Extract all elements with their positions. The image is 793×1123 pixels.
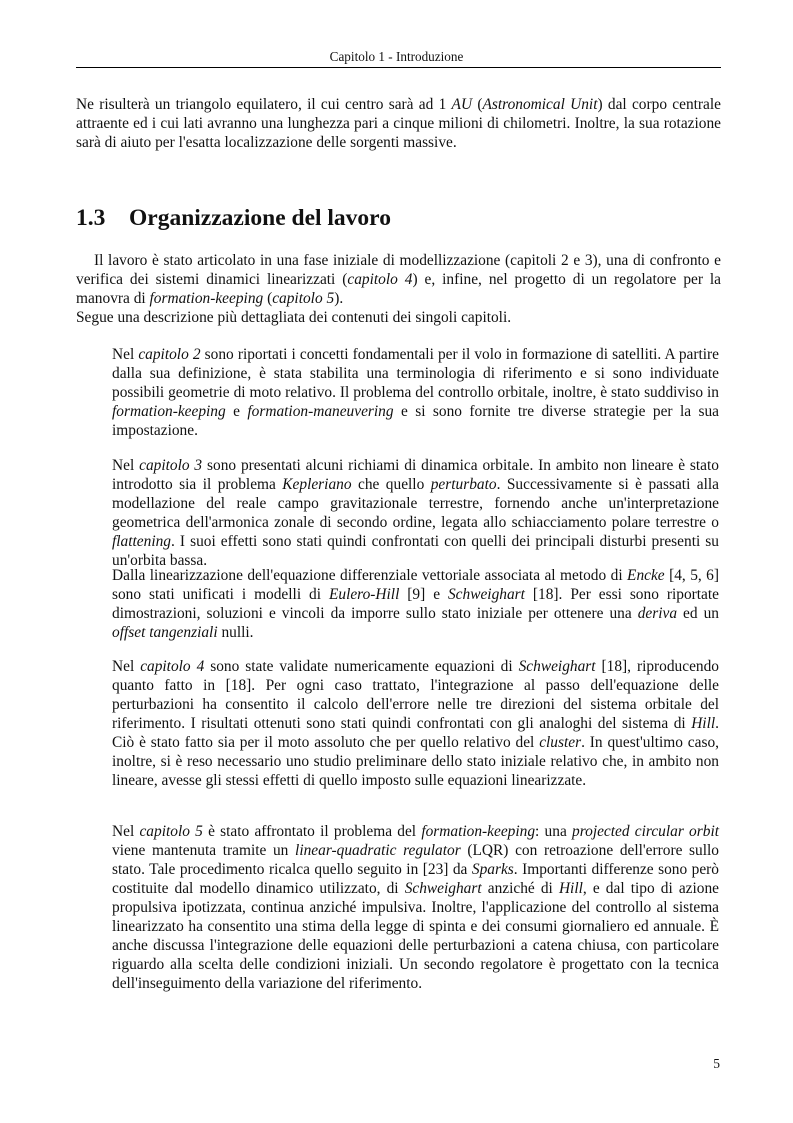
section-number: 1.3 — [76, 205, 106, 231]
intro-paragraph: Ne risulterà un triangolo equilatero, il cui centro sarà ad 1 AU (Astronomical Unit) dal corpo centrale attraente ed i cui lati avranno una lunghezza pari a cinque milioni di chilometri. Inoltre, la sua rotazione sarà di aiuto per l'esatta localizzazione delle sorgenti massive. — [76, 96, 721, 151]
chapter-3-paragraph-2: Dalla linearizzazione dell'equazione differenziale vettoriale associata al metodo di Encke [4, 5, 6] sono stati unificati i modelli di Eulero-Hill [9] e Schweighart [18]. Per essi sono riportate dimostrazioni, soluzioni e vincoli da imporre sullo stato iniziale per ottenere una deriva ed un offset tangenziali nulli. — [112, 567, 719, 641]
section-heading — [76, 204, 391, 232]
chapter-4-paragraph: Nel capitolo 4 sono state validate numericamente equazioni di Schweighart [18], riproducendo quanto fatto in [18]. Per ogni caso trattato, l'integrazione al passo dell'equazione delle perturbazioni ha consentito il calcolo dell'errore nelle tre direzioni del sistema orbitale del riferimento. I risultati ottenuti sono stati quindi confrontati con gli analoghi del sistema di Hill. Ciò è stato fatto sia per il moto assoluto che per quello relativo del cluster. In quest'ultimo caso, inoltre, si è reso necessario uno studio preliminare dello stato iniziale relativo che, in ambito non lineare, avesse gli stessi effetti di quello imposto sulle equazioni linearizzate. — [112, 658, 719, 789]
chapter-5-paragraph: Nel capitolo 5 è stato affrontato il problema del formation-keeping: una projected circular orbit viene mantenuta tramite un linear-quadratic regulator (LQR) con retroazione dell'errore sullo stato. Tale procedimento ricalca quello seguito in [23] da Sparks. Importanti differenze sono però costituite dal modello dinamico utilizzato, di Schweighart anziché di Hill, e dal tipo di azione propulsiva ipotizzata, continua anziché impulsiva. Inoltre, l'applicazione del controllo al sistema linearizzato ha consentito una stima della legge di spinta e dei consumi giornaliero ed annuale. È anche discussa l'integrazione delle equazioni delle perturbazioni a catena chiusa, con particolare riguardo alla scelta delle condizioni iniziali. Un secondo regolatore è progettato con la tecnica dell'inseguimento della variazione del riferimento. — [112, 823, 720, 992]
header-rule — [76, 67, 721, 68]
page-number: 5 — [713, 1056, 720, 1071]
section-title: Organizzazione del lavoro — [129, 205, 391, 231]
section-paragraph-2: Segue una descrizione più dettagliata dei contenuti dei singoli capitoli. — [76, 309, 512, 326]
chapter-3-paragraph-1: Nel capitolo 3 sono presentati alcuni richiami di dinamica orbitale. In ambito non lineare è stato introdotto sia il problema Kepleriano che quello perturbato. Successivamente si è passati alla modellazione del reale campo gravitazionale terrestre, fornendo anche un'interpretazione geometrica dell'armonica zonale di secondo ordine, legata allo schiacciamento polare terrestre o flattening. I suoi effetti sono stati quindi confrontati con quelli dei principali disturbi presenti su un'orbita bassa. — [112, 457, 720, 569]
running-header: Capitolo 1 - Introduzione — [329, 49, 464, 64]
chapter-2-paragraph: Nel capitolo 2 sono riportati i concetti fondamentali per il volo in formazione di satelliti. A partire dalla sua definizione, è stata stabilita una terminologia di riferimento e si sono individuate possibili geometrie di moto relativo. Il problema del controllo orbitale, inoltre, è stato suddiviso in formation-keeping e formation-maneuvering e si sono fornite tre diverse strategie per la sua impostazione. — [112, 346, 720, 439]
section-paragraph-1: Il lavoro è stato articolato in una fase iniziale di modellizzazione (capitoli 2 e 3), una di confronto e verifica dei sistemi dinamici linearizzati (capitolo 4) e, infine, nel progetto di un regolatore per la manovra di formation-keeping (capitolo 5). — [76, 252, 722, 307]
